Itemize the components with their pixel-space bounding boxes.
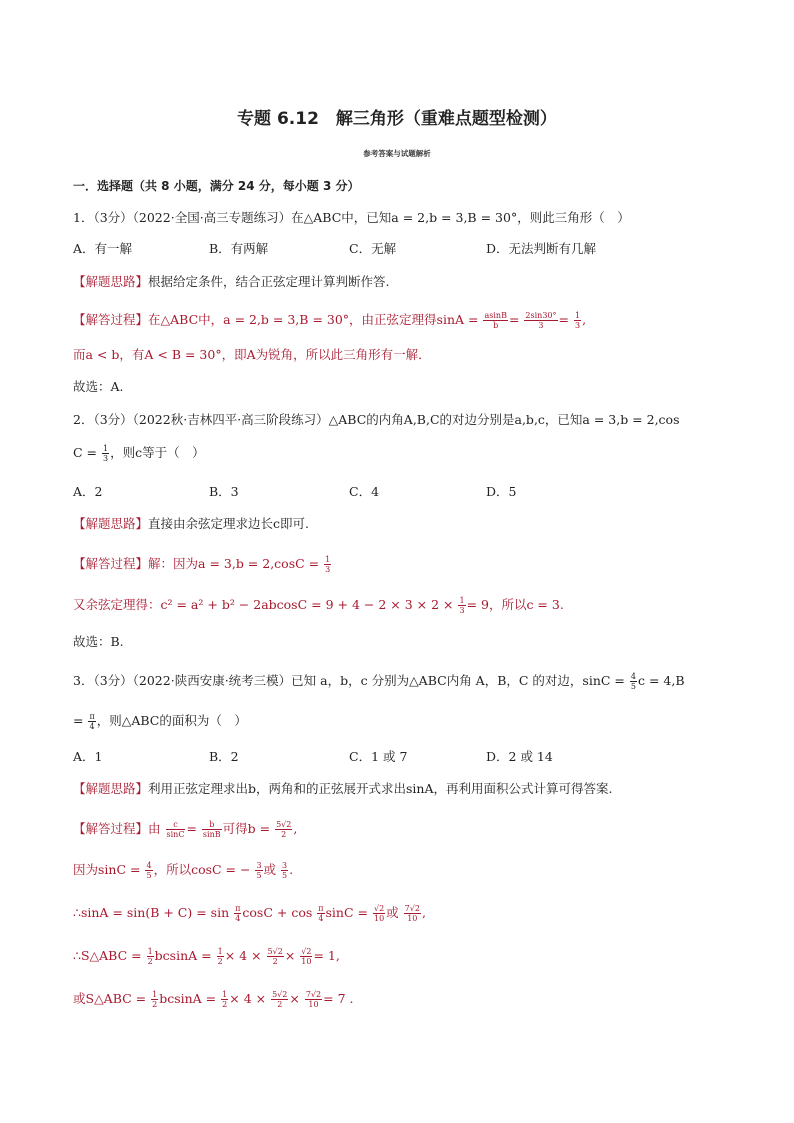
- q1-stem: 1．（3分）（2022·全国·高三专题练习）在△ABC中，已知a = 2,b = 3,B = 30°，则此三角形（ ）: [73, 210, 630, 225]
- fraction: $\frac{1}{2}$: [152, 990, 158, 1009]
- fraction: $\frac{5√2}{2}$: [267, 947, 283, 966]
- q1-option-c: C．无解: [349, 241, 397, 256]
- fraction: $\frac{\pi}{4}$: [89, 712, 95, 731]
- solution-tag: 【解答过程】: [73, 821, 149, 836]
- q2-option-d: D．5: [486, 484, 517, 499]
- fraction: $\frac{4}{5}$: [146, 861, 152, 880]
- q1-option-a: A．有一解: [73, 241, 133, 256]
- q1-solution-line2: 而a < b，有A < B = 30°，即A为锐角，所以此三角形有一解．: [73, 347, 431, 362]
- q3-solution-line4: ∴S△ABC = $\frac{1}{2}$ bcsinA = $\frac{1}{2}$ × 4 × $\frac{5√2}{2}$ × $\frac{√2}{10}$ = 1,: [73, 947, 340, 966]
- q3-option-b: B．2: [209, 749, 239, 764]
- fraction: $\frac{1}{3}$: [325, 555, 331, 574]
- q2-stem-line2: C = $\frac{1}{3}$ ，则c等于（ ）: [73, 444, 205, 463]
- page-subtitle: 参考答案与试题解析: [363, 149, 431, 158]
- fraction: $\frac{b}{\sin B}$: [202, 820, 221, 839]
- q3-solution-line5: 或S△ABC = $\frac{1}{2}$ bcsinA = $\frac{1}{2}$ × 4 × $\frac{5√2}{2}$ × $\frac{7√2}{10}$ = 7 .: [73, 990, 354, 1009]
- q1-option-d: D．无法判断有几解: [486, 241, 597, 256]
- solution-text: 在△ABC中，a = 2,b = 3,B = 30°，由正弦定理得sinA =: [148, 312, 479, 327]
- q3-option-c: C．1 或 7: [349, 749, 408, 764]
- q3-solution: 【解答过程】由 $\frac{c}{\sin C}$ = $\frac{b}{\sin B}$ 可得b = $\frac{5√2}{2}$ ,: [73, 820, 298, 839]
- q2-option-a: A．2: [73, 484, 103, 499]
- q2-idea: [73, 516, 309, 532]
- q3-option-d: D．2 或 14: [486, 749, 553, 764]
- fraction: $\frac{7√2}{10}$: [404, 904, 420, 923]
- fraction: $\frac{5√2}{2}$: [272, 990, 288, 1009]
- idea-tag: 【解题思路】: [73, 516, 149, 531]
- q3-idea: [73, 781, 612, 797]
- page-title: 专题 6.12 解三角形（重难点题型检测）: [237, 109, 557, 129]
- fraction: $\frac{\pi}{4}$: [235, 904, 241, 923]
- fraction: $\frac{√2}{10}$: [373, 904, 385, 923]
- fraction: $\frac{1}{3}$: [459, 596, 465, 615]
- fraction: $\frac{7√2}{10}$: [305, 990, 322, 1009]
- q3-solution-line3: ∴sinA = sin(B + C) = sin $\frac{\pi}{4}$ cosC + cos $\frac{\pi}{4}$ sinC = $\frac{√2}{10}$ 或 $\frac{7√2}{10}$ ,: [73, 904, 426, 923]
- idea-text: 根据给定条件，结合正弦定理计算判断作答.: [148, 274, 390, 289]
- q2-option-c: C．4: [349, 484, 380, 499]
- fraction: $\frac{c}{\sin C}$: [166, 820, 185, 839]
- fraction: $\frac{2\sin 30^\circ}{3}$: [525, 311, 557, 330]
- q2-solution-line2: 又余弦定理得：c² = a² + b² − 2abcosC = 9 + 4 − 2 × 3 × 2 × $\frac{1}{3}$ = 9，所以c = 3.: [73, 596, 564, 615]
- fraction: $\frac{3}{5}$: [256, 861, 262, 880]
- idea-tag: 【解题思路】: [73, 274, 149, 289]
- q3-solution-line2: 因为sinC = $\frac{4}{5}$ ，所以cosC = − $\frac{3}{5}$ 或 $\frac{3}{5}$ .: [73, 861, 294, 880]
- fraction: $\frac{1}{3}$: [574, 311, 581, 330]
- fraction: $\frac{3}{5}$: [282, 861, 288, 880]
- fraction: $\frac{1}{2}$: [222, 990, 228, 1009]
- idea-text: 直接由余弦定理求边长c即可.: [148, 516, 309, 531]
- fraction: $\frac{\pi}{4}$: [318, 904, 324, 923]
- q1-idea: [73, 274, 390, 290]
- q2-answer: 故选：B.: [73, 634, 124, 649]
- fraction: $\frac{1}{2}$: [217, 947, 223, 966]
- q2-option-b: B．3: [209, 484, 239, 499]
- fraction: $\frac{5√2}{2}$: [276, 820, 292, 839]
- idea-text: 利用正弦定理求出b，两角和的正弦展开式求出sinA，再利用面积公式计算可得答案.: [148, 781, 613, 796]
- fraction: $\frac{1}{3}$: [103, 444, 109, 463]
- q1-answer: 故选：A.: [73, 379, 124, 394]
- q1-solution: 【解答过程】在△ABC中，a = 2,b = 3,B = 30°，由正弦定理得sinA = $\frac{asinB}{b}$ = $\frac{2\sin 30^\circ}{3}$ = $\frac{1}{3}$ ,: [73, 311, 587, 330]
- q3-stem: 3．（3分）（2022·陕西安康·统考三模）已知 a，b，c 分别为△ABC内角 A，B，C 的对边，sinC = $\frac{4}{5}$ c = 4,B: [73, 672, 685, 691]
- section-heading: 一．选择题（共 8 小题，满分 24 分，每小题 3 分）: [73, 179, 360, 193]
- q3-option-a: A．1: [73, 749, 103, 764]
- solution-tag: 【解答过程】: [73, 556, 149, 571]
- solution-tag: 【解答过程】: [73, 312, 149, 327]
- q3-stem-line2: = $\frac{\pi}{4}$ ，则△ABC的面积为（ ）: [73, 712, 247, 731]
- fraction: $\frac{√2}{10}$: [301, 947, 312, 966]
- fraction: $\frac{asinB}{b}$: [484, 311, 507, 330]
- idea-tag: 【解题思路】: [73, 781, 149, 796]
- q2-solution: 【解答过程】解：因为a = 3,b = 2,cosC = $\frac{1}{3}$: [73, 555, 331, 574]
- fraction: $\frac{4}{5}$: [630, 672, 636, 691]
- q2-stem: 2．（3分）（2022秋·吉林四平·高三阶段练习）△ABC的内角A,B,C的对边分别是a,b,c，已知a = 3,b = 2,cos: [73, 412, 680, 427]
- q1-option-b: B．有两解: [209, 241, 269, 256]
- fraction: $\frac{1}{2}$: [147, 947, 153, 966]
